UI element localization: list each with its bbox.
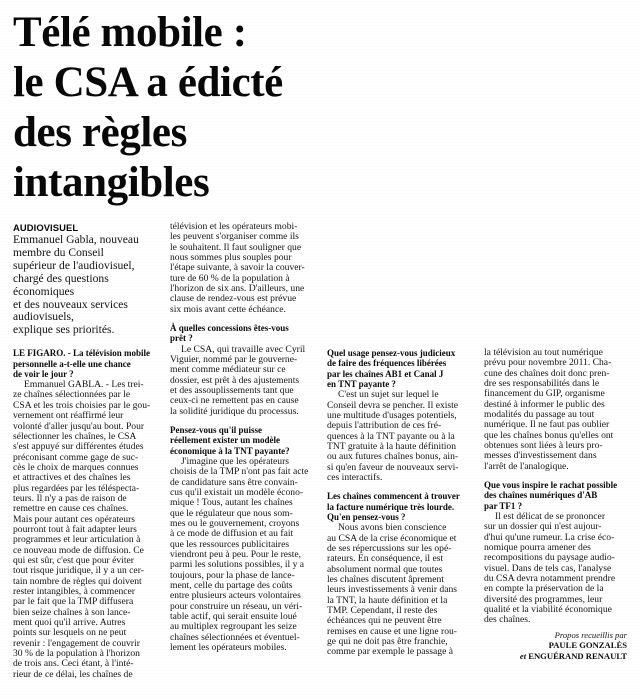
byline-author-2-name: ENGUÉRAND RENAULT [528,650,627,661]
body-line: bien seize chaînes à son lance- [13,606,131,618]
body-line: financement du GIP, organisme [484,388,605,400]
body-line: de trois ans. Ceci étant, à l'inté- [13,658,134,670]
body-line: que le régulateur que nous som- [170,507,293,519]
body-line: rester intangibles, à commencer [13,586,136,598]
byline-connector: et [519,650,527,661]
article-column-4 [484,222,627,692]
body-line: prévu pour novembre 2011. Cha- [484,357,612,369]
body-line: depuis l'attribution de ces fré- [327,420,442,432]
body-line: obtenues sont liées à leurs pro- [484,440,603,452]
body-paragraph [484,512,627,626]
question-line: de voir le jour ? [13,368,74,379]
body-line: Viguier, nommé par le gouverne- [170,354,298,366]
byline-author-1: PAULE GONZALÈS [548,640,627,651]
body-line: qualité et la viabilité économique [484,604,612,616]
body-line: Nous avons bien conscience [338,522,447,534]
body-line: clause de rendez-vous est prévue [170,293,297,305]
body-line: à ce mode de diffusion et au fait [170,528,294,540]
question-line: en TNT payante ? [327,378,396,389]
body-line: tout risque juridique, il y a un cer- [13,565,144,577]
body-line: Emmanuel GABLA. - Les trei- [24,379,144,391]
question-line: Que vous inspire le rachat possible [484,480,618,491]
standfirst-line: Emmanuel Gabla, nouveau [13,233,139,246]
body-line: toujours, pour la phase de lance- [170,569,295,581]
body-line: si qu'en faveur de nouveaux servi- [327,461,459,473]
standfirst-line: et des nouveaux services [13,297,128,311]
body-line: ces interactifs. [327,471,383,483]
column-2-blocks [170,222,313,654]
article-columns [13,222,631,692]
body-line: Mais pour autant ces opérateurs [13,513,136,525]
body-line: ment, celle du partage des coûts [170,580,293,592]
body-line: vernement ont réaffirmé leur [13,410,124,422]
body-paragraph [170,345,313,417]
question-line: Les chaînes commencent à trouver [327,491,460,502]
body-line: choisis de la TMP n'ont pas fait acte [170,466,309,478]
interview-question [484,480,627,511]
body-line: et attractives et des chaînes les [13,472,131,484]
body-line: dre ses responsabilités dans le [484,378,600,390]
body-line: cune des chaînes doit donc pren- [484,367,610,379]
body-line: ment comme médiateur sur ce [170,364,286,376]
body-line: pour construire un réseau, un véri- [170,600,303,612]
body-line: le souhaitent. Il faut souligner que [170,241,302,253]
body-line: plus regardées par les téléspecta- [13,482,140,494]
body-paragraph [484,348,627,472]
body-line: s'est appuyé sur différentes études [13,441,144,453]
body-line: ou aux futures chaînes bonus, ain- [327,451,459,463]
body-line: ge qui ne doit pas être franchie, [327,635,448,647]
body-paragraph [170,222,313,315]
body-line: que les ressources publicitaires [170,538,290,550]
column-4-blocks [484,348,627,626]
body-line: chaînes sélectionnées et éventuel- [170,631,300,643]
byline [484,630,627,662]
body-line: de candidature sans être convain- [170,476,298,488]
body-line: destiné à informer le public des [484,398,605,410]
body-line: remises en cause et une ligne rou- [327,625,457,637]
body-line: l'arrêt de l'analogique. [484,460,569,472]
body-line: numérique. Il ne faut pas oublier [484,419,610,431]
body-line: nous sommes plus souples pour [170,252,292,264]
standfirst [13,234,156,337]
body-line: ture de 60 % de la population à [170,272,290,284]
body-line: messes d'investissement dans [484,450,597,462]
body-line: C'est un sujet sur lequel le [338,389,439,401]
body-line: que les chaînes bonus qu'elles ont [484,429,614,441]
body-line: rieur de ce délai, les chaînes de [13,668,133,680]
article-column-1 [13,222,156,692]
question-line: prêt ? [170,333,193,344]
body-line: par le fait que la TMP diffusera [13,596,134,608]
body-line: CSA et les trois choisies par le gou- [13,399,151,411]
body-paragraph [327,523,470,657]
question-line: À quelles concessions êtes-vous [170,323,289,334]
body-line: parmi les solutions possibles, il y a [170,559,305,571]
body-line: les peuvent s'organiser comme ils [170,231,299,243]
body-line: entre plusieurs acteurs volontaires [170,590,301,602]
body-line: Le CSA, qui travaille avec Cyril [181,343,306,355]
body-line: en compte la préservation de la [484,583,604,595]
body-line: leurs investissements à venir dans [327,584,458,596]
body-line: ze chaînes sélectionnées par le [13,389,131,401]
question-line: Quel usage pensez-vous judicieux [327,348,456,358]
body-line: au multiplex regroupant les seize [170,621,297,633]
body-line: rateurs. En conséquence, il est [327,553,444,565]
body-line: la TNT, la haute définition et la [327,594,448,606]
body-line: une multitude d'usages potentiels, [327,409,457,421]
body-line: les chaînes discutent âprement [327,573,444,585]
body-line: revenir : l'engagement de couvrir [13,637,140,649]
body-line: mes ou le gouvernement, croyons [170,518,300,530]
body-line: de ses répercussions sur les opé- [327,542,452,554]
body-line: cus qu'il existait un modèle écono- [170,487,304,499]
column-1-blocks [13,348,156,680]
standfirst-line: économiques [13,284,75,298]
body-line: ce nouveau mode de diffusion. Ce [13,544,144,556]
body-line: Conseil devra se pencher. Il existe [327,399,459,411]
body-line: recompositions du paysage audio- [484,552,615,564]
body-line: J'imagine que les opérateurs [181,455,290,467]
question-line: Qu'en pensez-vous ? [327,511,406,522]
page-title [13,8,483,208]
standfirst-line: explique ses priorités. [13,323,115,337]
headline-line-3: des règles [13,109,187,156]
body-line: du CSA devra notamment prendre [484,573,616,585]
question-line: par TF1 ? [484,500,523,511]
question-line: économique à la TNT payante? [170,445,290,456]
question-line: par les chaînes AB1 et Canal J [327,368,444,379]
body-line: cès le choix de marques connues [13,461,139,473]
body-line: ceux-ci ne remettent pas en cause [170,395,299,407]
question-line: de faire des fréquences libérées [327,358,447,369]
body-line: préconisant comme gage de suc- [13,451,139,463]
body-line: six mois avant cette échéance. [170,303,286,315]
body-line: programmes et leur articulation à [13,534,141,546]
body-line: sur un dossier qui n'est aujour- [484,521,602,533]
headline-line-4: intangibles [13,159,210,206]
column-3-blocks [327,348,470,658]
body-line: pourront tout à fait adapter leurs [13,523,137,535]
body-line: teurs. Il n'y a pas de raison de [13,492,127,504]
body-line: TNT gratuite à la haute définition [327,440,457,452]
body-line: dossier, est prêt à des ajustements [170,374,300,386]
interview-question [170,323,313,344]
body-line: la télévision au tout numérique [484,347,603,358]
question-line: la facture numérique très lourde. [327,501,455,512]
body-line: mique ! Tous, autant les chaînes [170,497,293,509]
interview-question [13,348,156,379]
question-line: réellement exister un modèle [170,435,281,446]
body-line: points sur lesquels on ne peut [13,627,127,639]
interview-question [327,491,470,522]
body-line: 30 % de la population à l'horizon [13,648,140,660]
body-line: sélectionner les chaînes, le CSA [13,430,137,442]
body-line: quences à la TNT payante ou à la [327,430,455,442]
body-line: lement les opérateurs mobiles. [170,642,287,654]
standfirst-line: chargé des questions [13,271,109,285]
body-line: ment quoi qu'il arrive. Autres [13,617,126,629]
body-line: télévision et les opérateurs mobi- [170,221,298,232]
body-line: échéances qui ne peuvent être [327,615,442,627]
body-line: comme par exemple le passage à [327,646,453,658]
body-line: l'horizon de six ans. D'ailleurs, une [170,283,305,295]
question-line: LE FIGARO. - La télévision mobile [13,348,150,359]
body-line: et des assouplissements tant que [170,385,294,397]
section-kicker: AUDIOVISUEL [13,222,79,233]
headline-line-2: le CSA a édicté [13,59,283,106]
body-line: tain nombre de règles qui doivent [13,575,142,587]
body-line: table actif, qui serait ensuite loué [170,611,297,623]
body-line: volonté d'aller jusqu'au bout. Pour [13,420,145,432]
article-column-2 [170,222,313,692]
article-column-3 [327,222,470,692]
body-line: la solidité juridique du processus. [170,405,299,417]
body-line: viendront peu à peu. Pour le reste, [170,549,302,561]
body-line: modalités du passage au tout [484,409,595,421]
byline-credit: Propos recueillis par [554,629,627,640]
body-line: nomique pourra amener des [484,542,591,554]
body-line: diversité des programmes, leur [484,593,603,605]
body-line: TMP. Cependant, il reste des [327,604,438,616]
standfirst-line: audiovisuels, [13,310,74,324]
body-line: remettre en cause ces chaînes. [13,503,129,515]
body-line: qui est sûr, c'est que pour éviter [13,554,134,566]
question-line: Pensez-vous qu'il puisse [170,425,263,436]
standfirst-line: supérieur de l'audiovisuel, [13,258,135,272]
body-line: au CSA de la crise économique et [327,532,457,544]
question-line: personnelle a-t-elle une chance [13,358,131,369]
interview-question [327,348,470,389]
body-line: Il est délicat de se prononcer [495,511,606,523]
interview-question [170,425,313,456]
body-line: absolument normal que toutes [327,563,443,575]
body-paragraph [170,457,313,654]
body-line: l'étape suivante, à savoir la couver- [170,262,305,274]
question-line: des chaînes numériques d'AB [484,490,598,501]
headline-line-1: Télé mobile : [13,9,247,56]
body-line: des chaînes. [484,614,531,626]
body-line: visuel. Dans de tels cas, l'analyse [484,562,612,574]
body-line: d'hui qu'une rumeur. La crise éco- [484,531,615,543]
body-paragraph [327,390,470,483]
standfirst-line: membre du Conseil [13,245,104,259]
body-paragraph [13,380,156,680]
byline-author-2 [484,651,627,662]
